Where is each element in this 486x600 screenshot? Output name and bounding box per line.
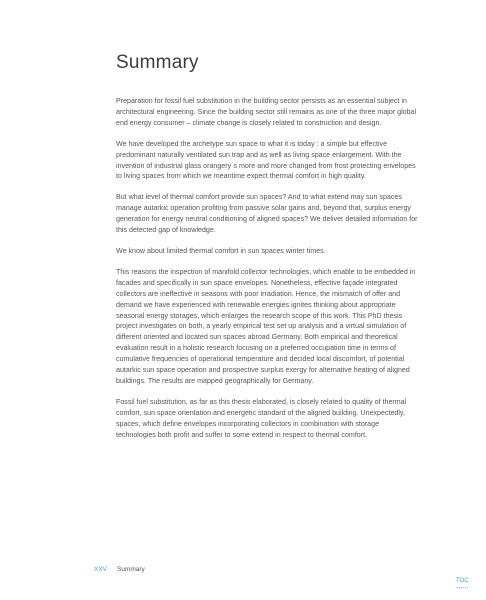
footer-page-number: XXV: [94, 566, 108, 573]
toc-link[interactable]: TOC: [456, 578, 469, 584]
paragraph-1: Preparation for fossil fuel substitution in the building sector persists as an essential subject in architectural engineering. Since the building sector still remains as one of the three major global end energy consumer – climate change is closely related to construction and design.: [116, 97, 417, 127]
toc-underline: [456, 587, 468, 588]
summary-body: [116, 96, 420, 450]
paragraph-4: We know about limited thermal comfort in sun spaces winter times.: [116, 246, 326, 255]
footer-section-label: Summary: [117, 566, 145, 573]
page-title: Summary: [116, 52, 199, 73]
paragraph-3: But what level of thermal comfort provide sun spaces? And to what extend may sun spaces manage autarkic operation profiting from passive solar gains and, beyond that, surplus energy generation for energy neutral conditioning of aligned spaces? We deliver detailed information for this detected gap of knowledge.: [116, 193, 418, 235]
paragraph-2: We have developed the archetype sun space to what it is today : a simple but effective predominant naturally ventilated sun trap and as well as living space enlargement. With the invention of industrial glass orangery´s more and more changed from frost protecting envelopes to living spaces from which we meantime expect thermal comfort in high quality.: [116, 139, 416, 181]
paragraph-6: Fossil fuel substitution, as far as this thesis elaborated, is closely related to quality of thermal comfort, sun space orientation and energetic standard of the aligned building. Unexpectedly, spaces, which define envelopes incorporating collectors in combination with storage technologies both profit and suffer to some extend in respect to thermal comfort.: [116, 397, 407, 439]
paragraph-5: This reasons the inspection of manifold collector technologies, which enable to be embedded in facades and specifically in sun space envelopes. Nonetheless, effective façade integrated collectors are ineffective in seasons with poor irradiation. Hence, the mismatch of offer and demand we have experienced with renewable energies ignites thinking about appropriate seasonal energy storages, which enlarges the research scope of this work. This PhD thesis project investigates on both, a yearly empirical test set up analysis and a virtual simulation of different oriented and located sun spaces abroad Germany. Both empirical and theoretical evaluation result in a holistic research focusing on a preferred occupation time in terms of cumulative frequencies of operational temperature and decided local discomfort, of potential autarkic sun space operation and prospective surplus exergy for alternative heating of aligned buildings. The results are mapped geographically for Germany.: [116, 267, 416, 385]
